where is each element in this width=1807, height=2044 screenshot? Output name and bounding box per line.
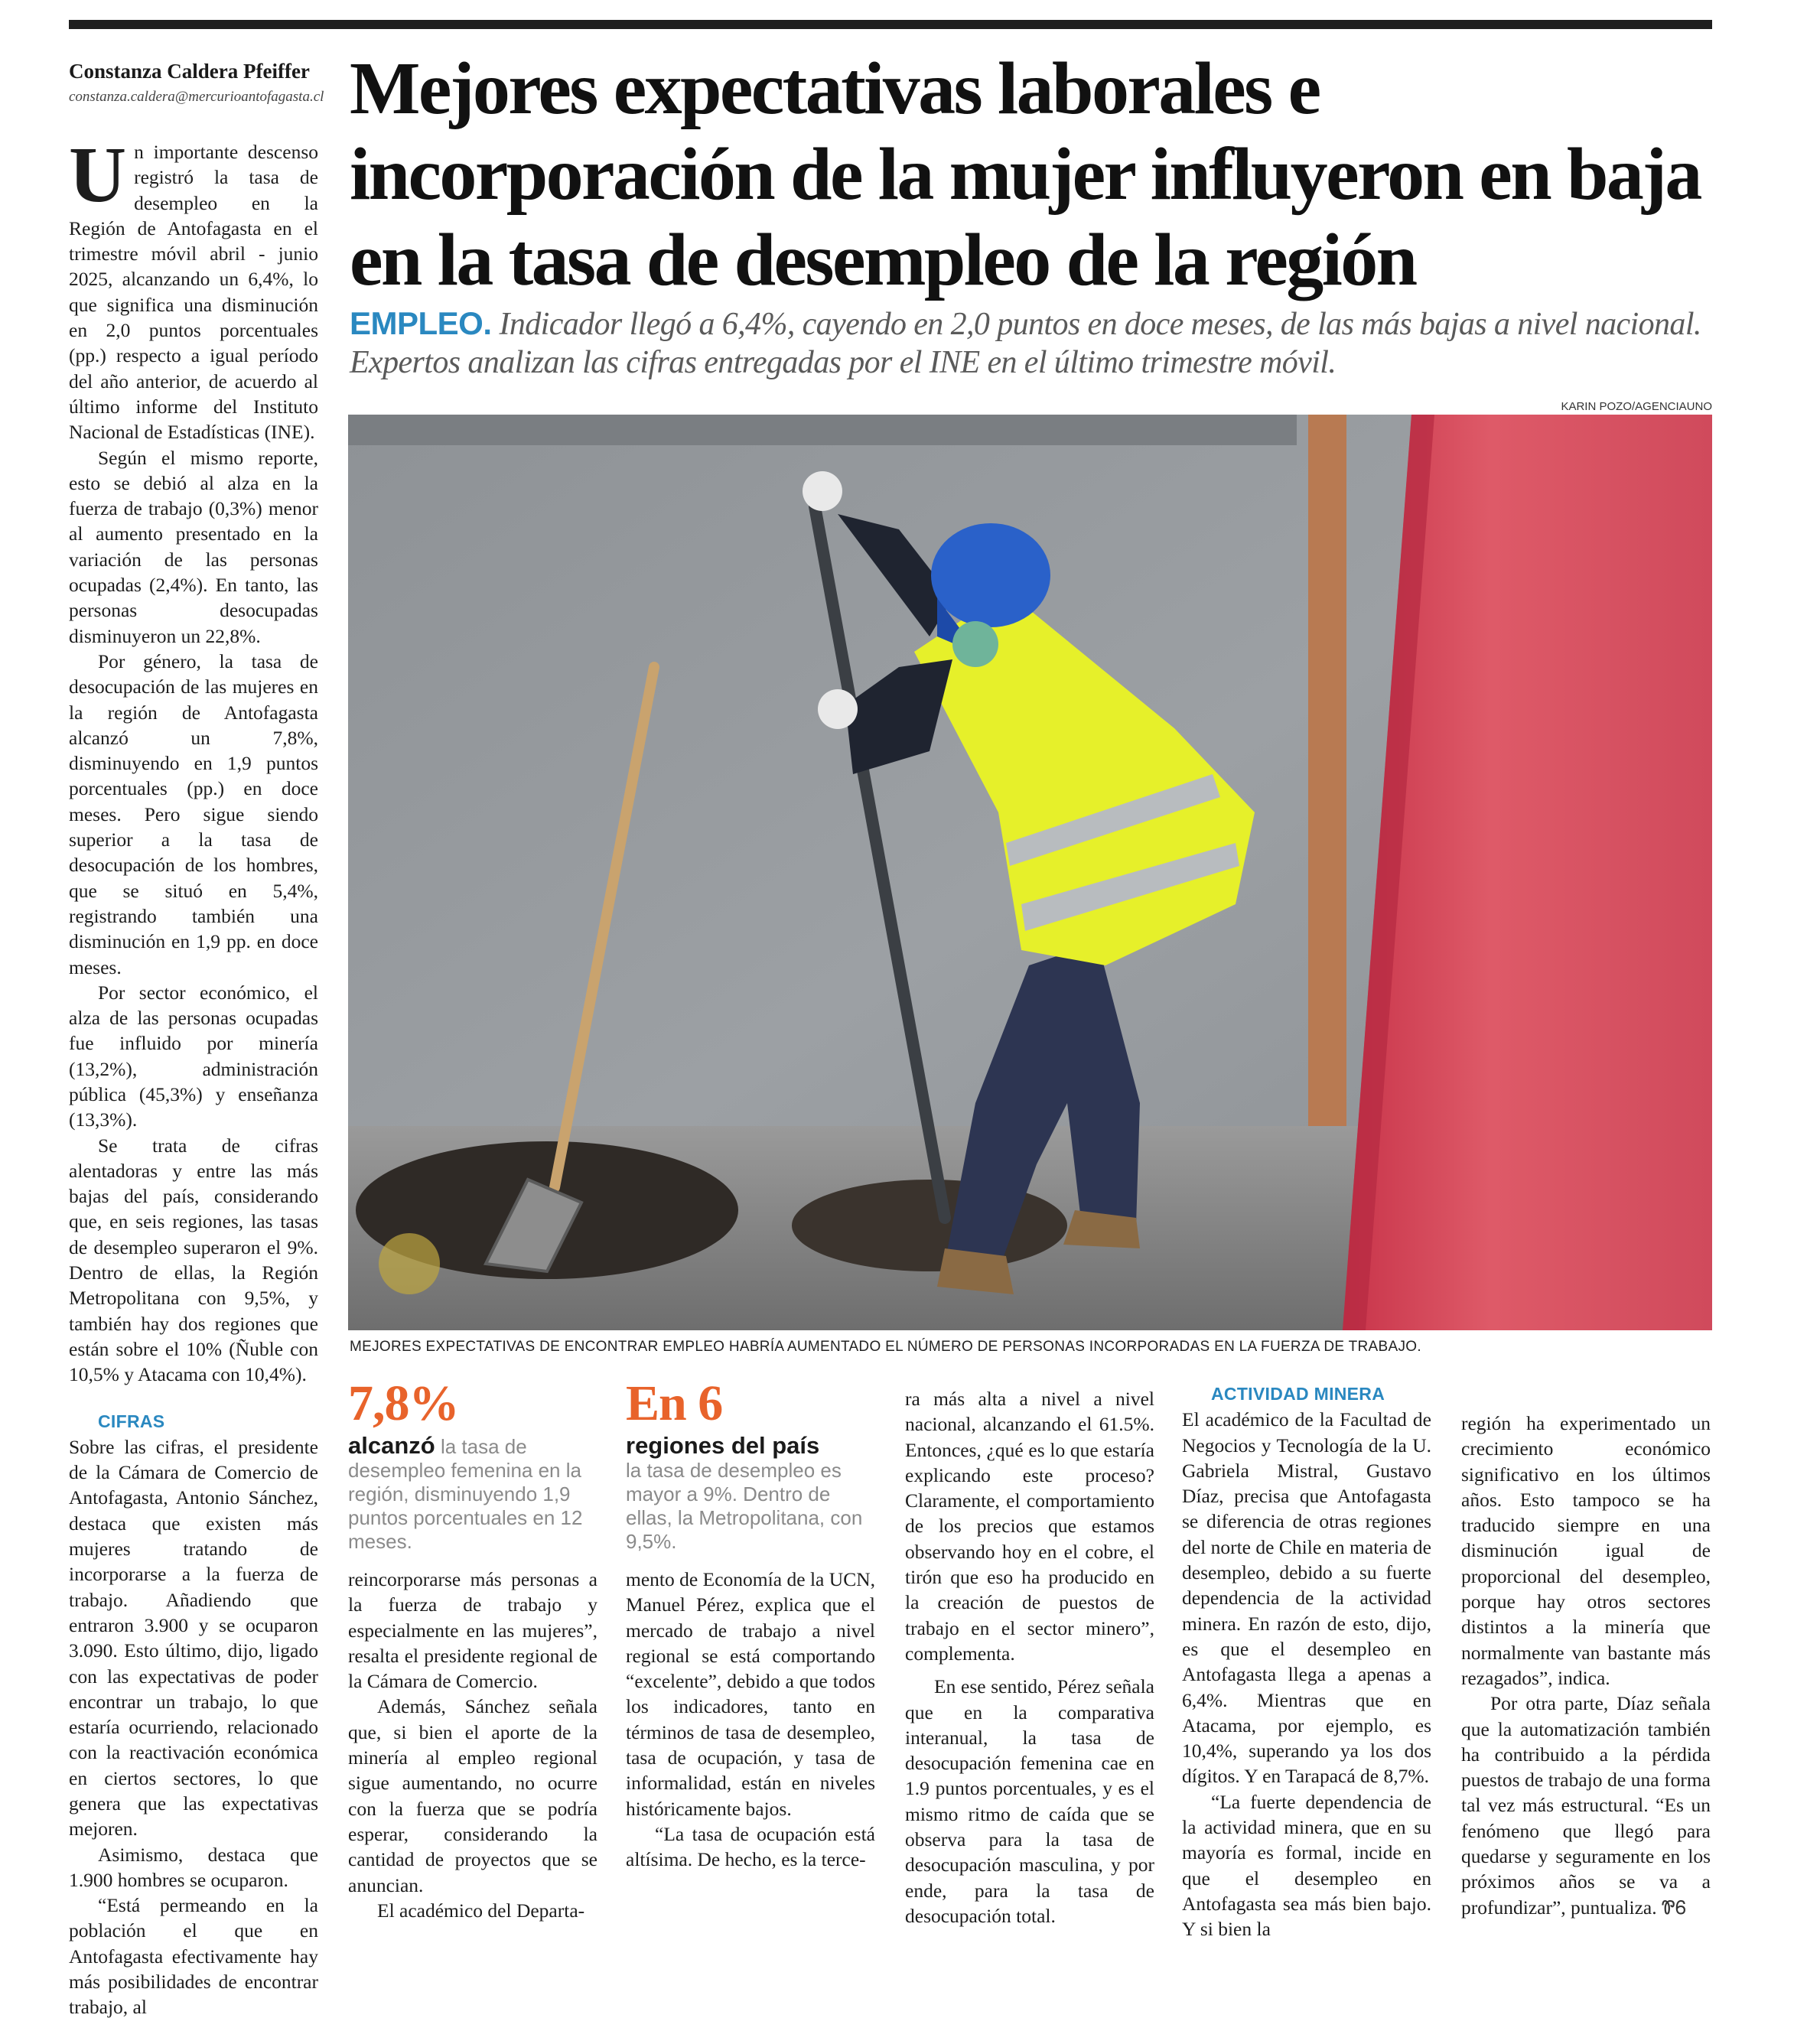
paragraph: “La tasa de ocupación está altísima. De hecho, es la terce-: [626, 1822, 875, 1871]
deck: [350, 304, 1727, 382]
column-5: [1182, 1382, 1431, 1942]
paragraph: El académico del Departa-: [377, 1899, 585, 1922]
author-email: constanza.caldera@mercurioantofagasta.cl: [69, 89, 324, 105]
paragraph: Se trata de cifras alentadoras y entre las más bajas del país, considerando que, en seis regiones, las tasas de desempleo superaron el 9%. Dentro de ellas, la Región Metropolitana con 9,5%, y también hay dos regiones que están sobre el 10% (Ñuble con 10,5% y Atacama con 10,4%).: [69, 1134, 318, 1386]
deck-text: Indicador llegó a 6,4%, cayendo en 2,0 puntos en doce meses, de las más bajas a nivel nacional. Expertos analizan las cifras entregadas por el INE en el último trimestre móvil.: [350, 307, 1701, 380]
paragraph: Por otra parte, Díaz señala que la automatización también ha contribuido a la pérdida puestos de trabajo de una forma tal vez más estructural. “Es un fenómeno que llegó para quedarse y seguramente en los próximos años se va a profundizar”, puntualiza. ᏈᏮ: [1461, 1692, 1711, 1919]
article-photo: [348, 415, 1712, 1330]
paragraph: “La fuerte dependencia de la actividad minera, que en su mayoría es formal, incide en que el desempleo en Antofagasta sea más bien bajo. Y si bien la: [1182, 1790, 1431, 1941]
paragraph: ra más alta a nivel a nivel nacional, alcanzando el 61.5%. Entonces, ¿qué es lo que estaría explicando este proceso? Claramente, el comportamiento de los precios que estamos observando hoy en el cobre, el tirón que eso ha producido en la creación de puestos de trabajo en el sector minero”, complementa.: [905, 1388, 1154, 1665]
stat-value: 7,8%: [348, 1375, 459, 1431]
column-3: [626, 1567, 875, 1873]
section-heading-cifras: CIFRAS: [98, 1411, 165, 1431]
paragraph: Un importante descenso registró la tasa de desempleo en la Región de Antofagasta en el trimestre móvil abril - junio 2025, alcanzando un 6,4%, lo que significa una disminución en 2,0 puntos porcentuales (pp.) respecto a igual período del año anterior, de acuerdo al último informe del Instituto Nacional de Estadísticas (INE).: [69, 131, 318, 444]
paragraph: Además, Sánchez señala que, si bien el aporte de la minería al empleo regional sigue aumentando, no ocurre con la fuerza que se podría esperar, considerando la cantidad de proyectos que se anuncian.: [348, 1695, 597, 1896]
stat-value: En 6: [626, 1375, 723, 1431]
section-heading-actividad-minera: ACTIVIDAD MINERA: [1211, 1384, 1385, 1404]
deck-kicker: EMPLEO.: [350, 305, 492, 341]
stat-box-female-rate: [348, 1377, 601, 1554]
stat-description: regiones del país la tasa de desempleo es mayor a 9%. Dentro de ellas, la Metropolitana, con 9,5%.: [626, 1432, 863, 1553]
paragraph: Por género, la tasa de desocupación de las mujeres en la región de Antofagasta alcanzó un 7,8%, disminuyendo en 1,9 puntos porcentuales (pp.) en doce meses. Pero sigue siendo superior a la tasa de desocupación de los hombres, que se situó en 5,4%, registrando también una disminución en 1,9 pp. en doce meses.: [69, 649, 318, 978]
photo-caption: MEJORES EXPECTATIVAS DE ENCONTRAR EMPLEO HABRÍA AUMENTADO EL NÚMERO DE PERSONAS INCORPORADAS EN LA FUERZA DE TRABAJO.: [350, 1339, 1421, 1355]
paragraph: Según el mismo reporte, esto se debió al alza en la fuerza de trabajo (0,3%) menor al aumento presentado en la variación de las personas ocupadas (2,4%). En tanto, las personas desocupadas disminuyeron un 22,8%.: [69, 446, 318, 647]
stat-box-regions: [626, 1377, 878, 1554]
stat-description: alcanzó la tasa de desempleo femenina en la región, disminuyendo 1,9 puntos porcentuales en 12 meses.: [348, 1432, 583, 1553]
author-name: Constanza Caldera Pfeiffer: [69, 60, 310, 83]
column-1: [69, 131, 318, 2020]
top-rule: [69, 20, 1712, 29]
end-mark-icon: ᏈᏮ: [1661, 1896, 1687, 1919]
paragraph: región ha experimentado un crecimiento económico significativo en los últimos años. Esto tampoco se ha traducido siempre en una disminución igual de proporcional del desempleo, porque hay otros sectores distintos a la minería que normalmente van bastante más rezagados”, indica.: [1461, 1412, 1711, 1689]
paragraph: mento de Economía de la UCN, Manuel Pérez, explica que el mercado de trabajo a nivel regional se está comportando “excelente”, debido a que todos los indicadores, tanto en términos de tasa de desempleo, tasa de ocupación, y tasa de informalidad, están en niveles históricamente bajos.: [626, 1568, 875, 1820]
photo-credit: KARIN POZO/AGENCIAUNO: [1561, 400, 1712, 413]
paragraph: reincorporarse más personas a la fuerza de trabajo y especialmente en las mujeres”, resalta el presidente regional de la Cámara de Comercio.: [348, 1568, 597, 1693]
paragraph: Sobre las cifras, el presidente de la Cámara de Comercio de Antofagasta, Antonio Sánchez, destaca que existen más mujeres tratando de incorporarse a la fuerza de trabajo. Añadiendo que entraron 3.900 y se ocuparon 3.090. Esto último, dijo, ligado con las expectativas de poder encontrar un trabajo, lo que estaría ocurriendo, relacionado con la reactivación económica en ciertos sectores, lo que genera que las expectativas mejoren.: [69, 1435, 318, 1841]
paragraph: En ese sentido, Pérez señala que en la comparativa interanual, la tasa de desocupación femenina cae en 1.9 puntos porcentuales, y es el mismo ritmo de caída que se observa para la tasa de desocupación masculina, y por ende, para la tasa de desocupación total.: [905, 1675, 1154, 1927]
headline: Mejores expectativas laborales e incorporación de la mujer influyeron en baja en la tasa de desempleo de la región: [350, 47, 1701, 301]
paragraph: “Está permeando en la población el que en Antofagasta efectivamente hay más posibilidades de encontrar trabajo, al: [69, 1894, 318, 2019]
column-6: [1461, 1411, 1711, 1921]
paragraph: Asimismo, destaca que 1.900 hombres se ocuparon.: [69, 1843, 318, 1891]
paragraph: Por sector económico, el alza de las personas ocupadas fue influido por minería (13,2%), administración pública (45,3%) y enseñanza (13,3%).: [69, 981, 318, 1131]
drop-cap: U: [69, 131, 127, 219]
paragraph: El académico de la Facultad de Negocios y Tecnología de la U. Gabriela Mistral, Gustavo Díaz, precisa que Antofagasta se diferencia de otras regiones del norte de Chile en materia de desempleo, debido a su fuerte dependencia de la actividad minera. En razón de esto, dijo, es que el desempleo en Antofagasta llega a apenas a 6,4%. Mientras que en Atacama, por ejemplo, es 10,4%, superando ya los dos dígitos. Y en Tarapacá de 8,7%.: [1182, 1408, 1431, 1788]
worker-digging-photo: [348, 415, 1712, 1330]
column-2: [348, 1567, 597, 1923]
column-4: [905, 1386, 1154, 1928]
